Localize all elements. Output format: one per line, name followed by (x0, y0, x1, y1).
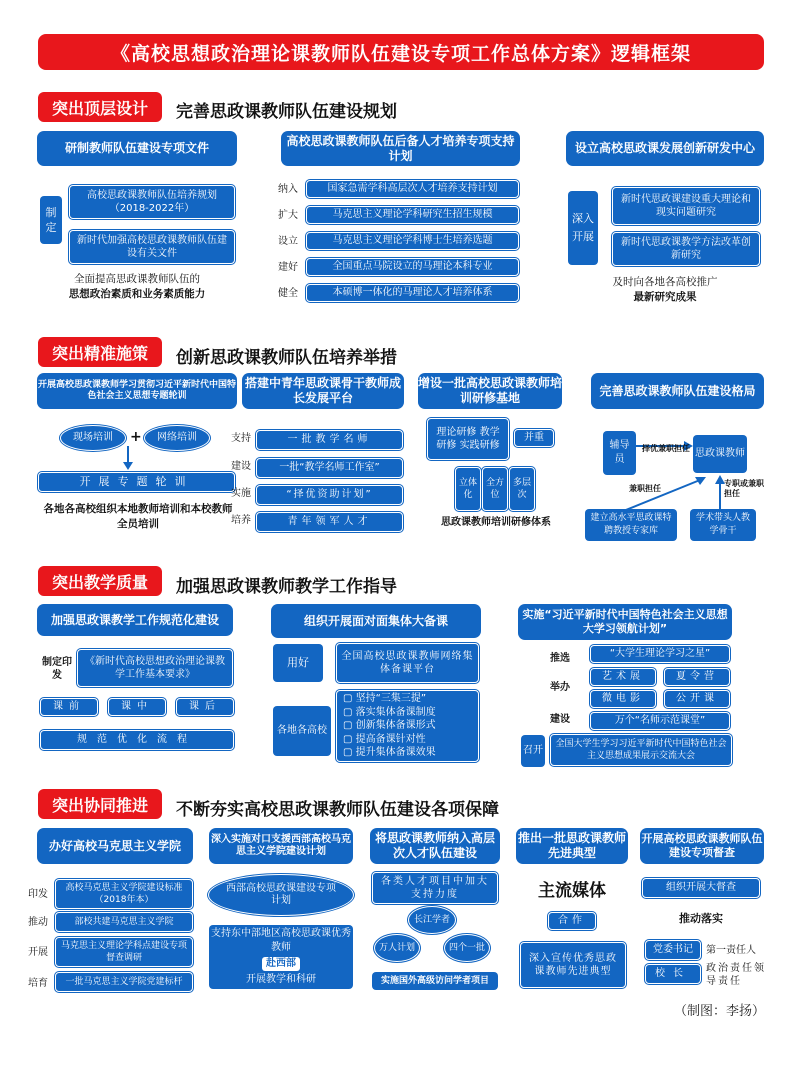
row-text: 青年领军人才 (256, 512, 403, 532)
row-text: 微电影 (590, 690, 656, 708)
note: 全面提高思政课教师队伍的 思想政治素质和业务素质能力 (68, 273, 206, 301)
plan-item: 高校思政课教师队伍培养规划（2018-2022年） (69, 185, 235, 219)
row-label: 推选 (550, 653, 570, 664)
research-item: 新时代思政课建设重大理论和现实问题研究 (612, 187, 760, 225)
side-label: 用好 (273, 644, 323, 682)
row-label: 纳入 (278, 183, 298, 195)
expert-box: 建立高水平思政课特聘教授专家库 (585, 509, 677, 541)
row-text: 一批“教学名师工作室” (256, 458, 403, 478)
note: 思政课教师培训研修体系 (441, 517, 551, 528)
row-text: 马克思主义理论学科研究生招生规模 (306, 206, 519, 224)
side-label: 召开 (521, 735, 545, 767)
relation-label: 兼职担任 (629, 484, 661, 493)
training-box: 开展专题轮训 (38, 472, 235, 492)
row-text: 部校共建马克思主义学院 (55, 912, 193, 932)
west-tag: 赴西部 (262, 957, 300, 971)
row-text: 一批马克思主义学院党建标杆 (55, 972, 193, 992)
stage-box: 课前 (40, 698, 98, 716)
card-head: 设立高校思政课发展创新研发中心 (566, 131, 764, 166)
scholar-box: 实施国外高级访问学者项目 (372, 972, 498, 990)
row-text: 公开课 (664, 690, 730, 708)
note: 及时向各地各高校推广 最新研究成果 (612, 276, 718, 304)
row-label: 健全 (278, 287, 298, 299)
stage-box: 课后 (176, 698, 234, 716)
card-head: 增设一批高校思政课教师培训研修基地 (418, 373, 562, 409)
row-text: 全国重点马院设立的马理论本科专业 (306, 258, 519, 276)
section-title: 加强思政课教师教学工作指导 (176, 577, 397, 597)
media-label: 主流媒体 (538, 881, 606, 901)
row-text: 艺术展 (590, 668, 656, 686)
pill: 网络培训 (144, 425, 210, 451)
row-text: 万个“名师示范课堂” (590, 712, 730, 730)
row-label: 开展 (28, 947, 48, 958)
counselor-box: 辅导员 (603, 431, 636, 475)
check-item: ▢ 落实集体备课制度 (343, 706, 436, 718)
teacher-box: 思政课教师 (693, 435, 747, 473)
platform-box: 全国高校思政课教师网络集体备课平台 (336, 643, 479, 683)
plan-item: 新时代加强高校思政课教师队伍建设有关文件 (69, 230, 235, 264)
talent-circle: 长江学者 (408, 906, 456, 934)
v-box: 全方位 (482, 467, 508, 511)
row-text: 本硕博一体化的马理论人才培养体系 (306, 284, 519, 302)
row-label: 培养 (231, 515, 251, 526)
leader-box: 学术带头人教学骨干 (690, 509, 756, 541)
section-tag: 突出教学质量 (38, 566, 162, 596)
section-tag: 突出协同推进 (38, 789, 162, 819)
role-note: 政治责任领导责任 (706, 963, 766, 987)
side-label: 制定 (40, 196, 62, 244)
flow-box: 规范优化流程 (40, 730, 234, 750)
card-head: 搭建中青年思政课骨干教师成长发展平台 (242, 373, 404, 409)
check-item: ▢ 坚持“三集三提” (343, 693, 427, 705)
role-box: 校长 (645, 964, 701, 984)
row-label: 扩大 (278, 209, 298, 221)
card-head: 组织开展面对面集体大备课 (271, 604, 481, 638)
talent-circle: 万人计划 (374, 934, 420, 962)
credit: （制图：李扬） (673, 1004, 765, 1019)
row-label: 设立 (278, 235, 298, 247)
row-label: 培育 (28, 978, 48, 989)
row-label: 推动 (28, 917, 48, 928)
v-box: 立体化 (455, 467, 481, 511)
row-text: 马克思主义理论学科点建设专项督查调研 (55, 937, 193, 967)
row-text: 马克思主义理论学科博士生培养选题 (306, 232, 519, 250)
card-head: 办好高校马克思主义学院 (37, 828, 193, 864)
side-label: 各地各高校 (273, 706, 331, 756)
row-label: 实施 (231, 488, 251, 499)
page-title: 《高校思想政治理论课教师队伍建设专项工作总体方案》逻辑框架 (38, 34, 764, 70)
row-label: 建设 (550, 714, 570, 725)
card-head: 开展高校思政课教师学习贯彻习近平新时代中国特色社会主义思想专题轮训 (37, 373, 237, 409)
row-text: 一批教学名师 (256, 430, 403, 450)
side-box: 并重 (514, 429, 554, 447)
section-title: 创新思政课教师队伍培养举措 (176, 348, 397, 368)
arrow-down-icon (120, 446, 136, 472)
row-text: “大学生理论学习之星” (590, 645, 730, 663)
card-head: 完善思政课教师队伍建设格局 (591, 373, 764, 409)
inspect-box: 组织开展大督查 (642, 878, 760, 898)
section-tag: 突出精准施策 (38, 337, 162, 367)
note: 各地各高校组织本地教师培训和本校教师全员培训 (43, 503, 233, 531)
card-head: 开展高校思政课教师队伍建设专项督查 (640, 828, 764, 864)
row-text: 国家急需学科高层次人才培养支持计划 (306, 180, 519, 198)
coop-box: 合作 (548, 912, 596, 930)
check-item: ▢ 提高备课针对性 (343, 733, 426, 745)
plus-sign: + (130, 429, 142, 445)
checkbox-icon: ▢ (343, 706, 356, 718)
row-label: 印发 (28, 889, 48, 900)
section-tag: 突出顶层设计 (38, 92, 162, 122)
check-item: ▢ 提升集体备课效果 (343, 747, 436, 759)
checklist (336, 690, 479, 762)
checkbox-icon: ▢ (343, 747, 356, 759)
row-text: 夏令营 (664, 668, 730, 686)
push-label: 推动落实 (679, 912, 723, 925)
row-text: 高校马克思主义学院建设标准（2018年本） (55, 879, 193, 909)
card-head: 深入实施对口支援西部高校马克思主义学院建设计划 (209, 828, 353, 864)
row-label: 建设 (231, 461, 251, 472)
section-title: 不断夯实高校思政课教师队伍建设各项保障 (176, 800, 499, 820)
promo-box: 深入宣传优秀思政课教师先进典型 (520, 942, 626, 988)
checkbox-icon: ▢ (343, 693, 356, 705)
card-head: 高校思政课教师队伍后备人才培养专项支持计划 (281, 131, 520, 166)
card-head: 加强思政课教学工作规范化建设 (37, 604, 233, 636)
checkbox-icon: ▢ (343, 720, 356, 732)
card-head: 推出一批思政课教师先进典型 (516, 828, 628, 864)
support-box: 支持东中部地区高校思政课优秀教师 赴西部 开展教学和科研 (209, 925, 353, 989)
row-label: 支持 (231, 433, 251, 444)
card-head: 实施“习近平新时代中国特色社会主义思想大学习领航计划” (518, 604, 732, 640)
row-text: 全国大学生学习习近平新时代中国特色社会主义思想成果展示交流大会 (550, 734, 732, 766)
stage-box: 课中 (108, 698, 166, 716)
role-note: 第一责任人 (706, 945, 756, 956)
v-box: 多层次 (509, 467, 535, 511)
card-head: 研制教师队伍建设专项文件 (37, 131, 237, 166)
card-head: 将思政课教师纳入高层次人才队伍建设 (370, 828, 500, 864)
doc-box: 《新时代高校思想政治理论课教学工作基本要求》 (77, 649, 233, 687)
talent-circle: 四个一批 (444, 934, 490, 962)
research-box: 理论研修 教学研修 实践研修 (427, 418, 509, 460)
check-item: ▢ 创新集体备课形式 (343, 720, 436, 732)
row-label: 建好 (278, 261, 298, 273)
plan-oval: 西部高校思政课建设专项计划 (208, 874, 354, 916)
research-item: 新时代思政课教学方法改革创新研究 (612, 232, 760, 266)
row-text: “择优资助计划” (256, 485, 403, 505)
side-label: 深入开展 (568, 191, 598, 265)
row-label: 举办 (550, 682, 570, 693)
relation-label: 择优兼职担任 (642, 444, 690, 453)
checkbox-icon: ▢ (343, 733, 356, 745)
relation-label: 专职或兼职担任 (724, 479, 764, 498)
section-title: 完善思政课教师队伍建设规划 (176, 102, 397, 122)
role-box: 党委书记 (645, 940, 701, 960)
support-box: 各类人才项目中加大支持力度 (372, 872, 498, 904)
pill: 现场培训 (60, 425, 126, 451)
side-label: 制定印发 (42, 657, 72, 681)
